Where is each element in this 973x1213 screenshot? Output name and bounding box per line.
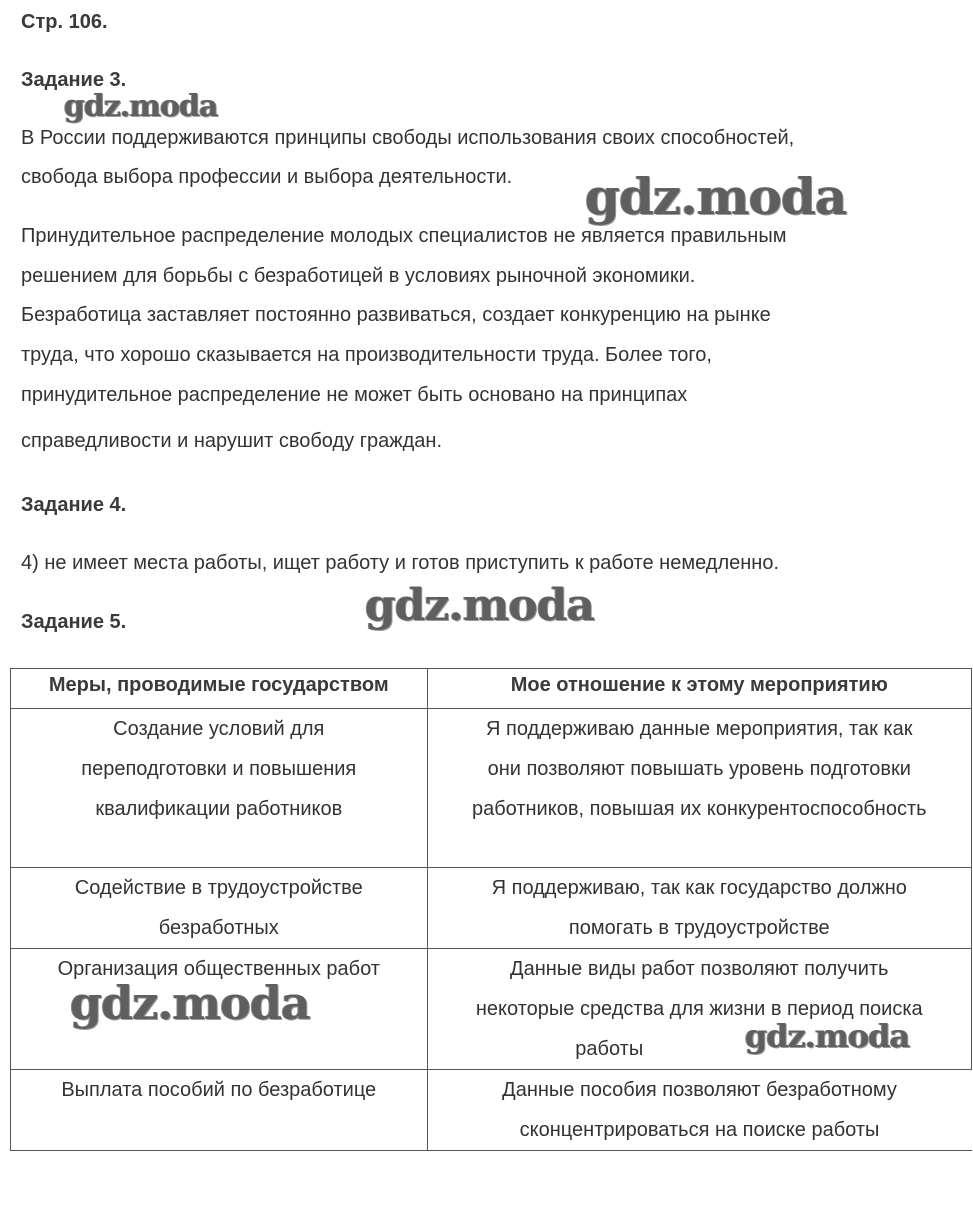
attitude-line: сконцентрироваться на поиске работы: [519, 1119, 880, 1141]
measure-line: Содействие в трудоустройстве: [74, 877, 363, 899]
attitude-cell: [427, 709, 971, 868]
page-reference: Стр. 106.: [21, 11, 108, 33]
watermark-logo: gdz.moda: [585, 167, 847, 226]
attitude-cell: [427, 1070, 971, 1151]
measure-line: Создание условий для: [113, 718, 325, 740]
header-attitude: Мое отношение к этому мероприятию: [427, 669, 971, 709]
attitude-line: помогать в трудоустройстве: [568, 917, 830, 939]
measure-cell: [11, 1070, 428, 1151]
task3-para2-line1: Принудительное распределение молодых специалистов не является правильным: [21, 225, 787, 247]
attitude-line: работы: [575, 1038, 644, 1060]
table-header-row: [11, 669, 972, 709]
measure-cell: [11, 868, 428, 949]
watermark-logo: gdz.moda: [745, 1017, 910, 1055]
task3-para2-line5: принудительное распределение не может быть основано на принципах: [21, 384, 688, 406]
header-measures: Меры, проводимые государством: [11, 669, 428, 709]
attitude-line: некоторые средства для жизни в период поиска: [475, 998, 923, 1020]
table-row: [11, 868, 972, 949]
task3-heading: Задание 3.: [21, 69, 127, 91]
attitude-line: они позволяют повышать уровень подготовки: [487, 758, 911, 780]
attitude-line: Данные пособия позволяют безработному: [502, 1079, 897, 1101]
attitude-cell: [427, 868, 971, 949]
measure-line: квалификации работников: [95, 798, 343, 820]
watermark-logo: gdz.moda: [365, 580, 595, 631]
task3-para1-line1: В России поддерживаются принципы свободы использования своих способностей,: [21, 127, 795, 149]
task4-answer: 4) не имеет места работы, ищет работу и готов приступить к работе немедленно.: [21, 552, 780, 574]
measure-line: Выплата пособий по безработице: [61, 1079, 377, 1101]
task3-para2-line3: Безработица заставляет постоянно развиваться, создает конкуренцию на рынке: [21, 304, 771, 326]
task3-para2-line4: труда, что хорошо сказывается на производительности труда. Более того,: [21, 344, 712, 366]
attitude-line: работников, повышая их конкурентоспособность: [471, 798, 927, 820]
measure-cell: [11, 709, 428, 868]
task3-para1-line2: свобода выбора профессии и выбора деятельности.: [21, 166, 513, 188]
measure-line: безработных: [158, 917, 279, 939]
attitude-line: Данные виды работ позволяют получить: [510, 958, 889, 980]
watermark-logo: gdz.moda: [64, 89, 218, 124]
attitude-line: Я поддерживаю данные мероприятия, так как: [486, 718, 913, 740]
measure-line: переподготовки и повышения: [81, 758, 357, 780]
measures-table: [10, 668, 972, 1151]
measure-line: Организация общественных работ: [57, 958, 380, 980]
attitude-line: Я поддерживаю, так как государство должно: [491, 877, 907, 899]
task4-heading: Задание 4.: [21, 494, 127, 516]
task3-para2-line2: решением для борьбы с безработицей в условиях рыночной экономики.: [21, 265, 696, 287]
task5-heading: Задание 5.: [21, 611, 127, 633]
table-row: [11, 709, 972, 868]
table-row: [11, 1070, 972, 1151]
task3-para2-line6: справедливости и нарушит свободу граждан.: [21, 430, 443, 452]
watermark-logo: gdz.moda: [70, 976, 310, 1030]
